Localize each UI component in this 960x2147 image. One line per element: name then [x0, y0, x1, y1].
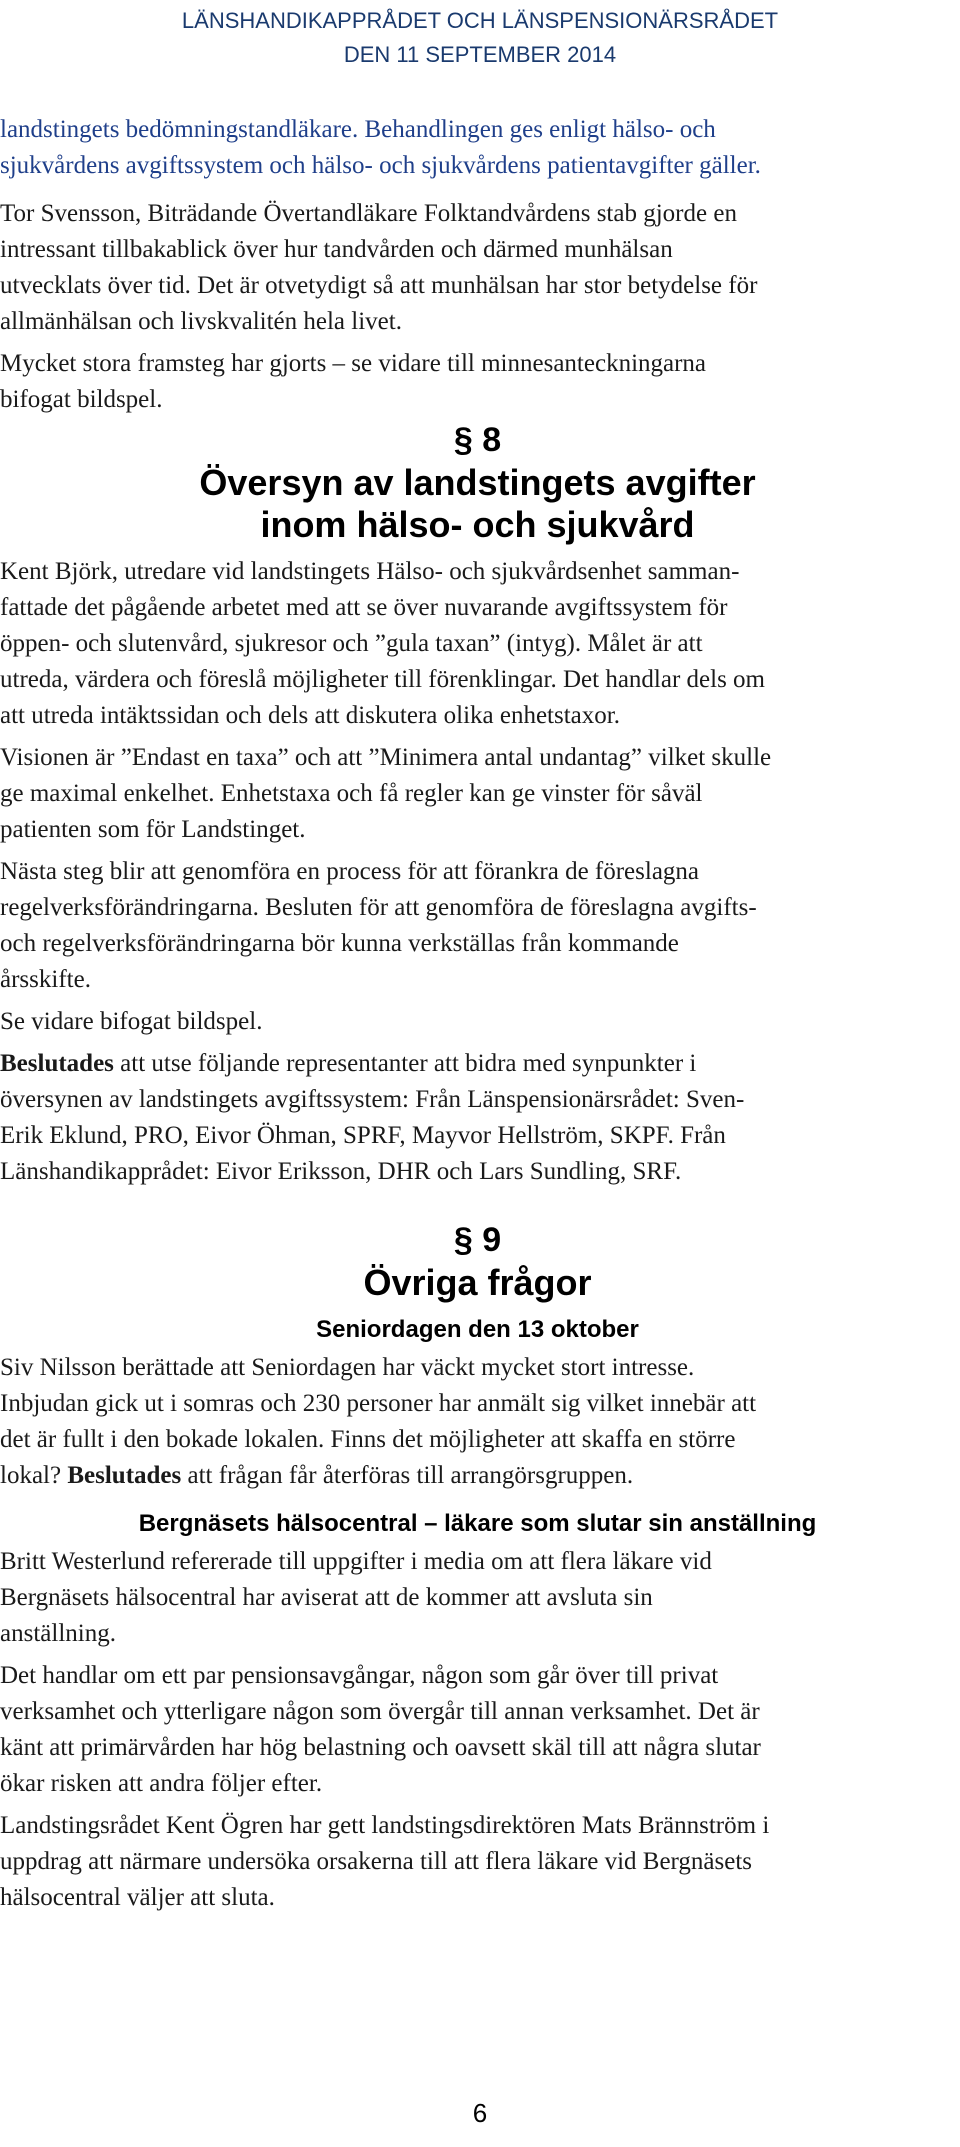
- text-line: årsskifte.: [0, 966, 91, 993]
- text-line: översynen av landstingets avgiftssystem: Från Länspensionärsrådet: Sven-: [0, 1086, 745, 1113]
- text-span: lokal?: [0, 1462, 68, 1489]
- text-line: bifogat bildspel.: [0, 386, 163, 413]
- section-9-paragraph-2: [0, 1544, 955, 1652]
- intro-paragraph-1: [0, 112, 955, 184]
- section-title: Övriga frågor: [363, 1262, 592, 1303]
- text-line: sjukvårdens avgiftssystem och hälso- och sjukvårdens patientavgifter gäller.: [0, 152, 761, 179]
- text-line: allmänhälsan och livskvalitén hela livet.: [0, 308, 402, 335]
- text-line: uppdrag att närmare undersöka orsakerna till att flera läkare vid Bergnäsets: [0, 1848, 753, 1875]
- text-line: Det handlar om ett par pensionsavgångar, någon som går över till privat: [0, 1662, 719, 1689]
- text-line: hälsocentral väljer att sluta.: [0, 1884, 275, 1911]
- text-line: öppen- och slutenvård, sjukresor och ”gula taxan” (intyg). Målet är att: [0, 630, 703, 657]
- section-8-paragraph-2: [0, 740, 955, 848]
- section-8-decision: [0, 1046, 955, 1190]
- text-span: att frågan får återföras till arrangörsgruppen.: [181, 1462, 634, 1489]
- text-line: och regelverksförändringarna bör kunna verkställas från kommande: [0, 930, 679, 957]
- section-9-paragraph-4: [0, 1808, 955, 1916]
- subheading-bergnaset: Bergnäsets hälsocentral – läkare som slutar sin anställning: [138, 1510, 817, 1537]
- section-title-line-1: Översyn av landstingets avgifter: [199, 462, 756, 503]
- text-line: ge maximal enkelhet. Enhetstaxa och få regler kan ge vinster för såväl: [0, 780, 703, 807]
- text-line: utvecklats över tid. Det är otvetydigt så att munhälsan har stor betydelse för: [0, 272, 758, 299]
- text-line: Nästa steg blir att genomföra en process för att förankra de föreslagna: [0, 858, 700, 885]
- page-number: 6: [472, 2098, 488, 2128]
- text-line: landstingets bedömningstandläkare. Behandlingen ges enligt hälso- och: [0, 116, 716, 143]
- intro-paragraph-3: [0, 346, 955, 418]
- section-9-paragraph-3: [0, 1658, 955, 1802]
- decision-keyword: Beslutades: [0, 1050, 114, 1077]
- text-line: regelverksförändringarna. Besluten för att genomföra de föreslagna avgifts-: [0, 894, 757, 921]
- text-line: ökar risken att andra följer efter.: [0, 1770, 323, 1797]
- section-8-heading: [0, 418, 955, 546]
- text-line: Tor Svensson, Biträdande Övertandläkare Folktandvårdens stab gjorde en: [0, 200, 737, 227]
- section-9-subheading-2: [0, 1508, 955, 1540]
- text-line: Bergnäsets hälsocentral har aviserat att de kommer att avsluta sin: [0, 1584, 653, 1611]
- text-span: att utse följande representanter att bidra med synpunkter i: [113, 1050, 697, 1077]
- decision-keyword: Beslutades: [67, 1462, 182, 1489]
- section-8-paragraph-1: [0, 554, 955, 734]
- subheading-seniordagen: Seniordagen den 13 oktober: [316, 1316, 639, 1343]
- section-number: § 8: [453, 421, 502, 459]
- text-line: Inbjudan gick ut i somras och 230 personer har anmält sig vilket innebär att: [0, 1390, 757, 1417]
- text-line: verksamhet och ytterligare någon som övergår till annan verksamhet. Det är: [0, 1698, 760, 1725]
- section-number: § 9: [453, 1221, 502, 1259]
- section-8-paragraph-4: [0, 1004, 955, 1040]
- text-line: Mycket stora framsteg har gjorts – se vidare till minnesanteckningarna: [0, 350, 707, 377]
- text-line: Siv Nilsson berättade att Seniordagen har väckt mycket stort intresse.: [0, 1354, 695, 1381]
- section-9-paragraph-1: [0, 1350, 955, 1494]
- text-line: [0, 1046, 955, 1082]
- document-body: [0, 112, 955, 1916]
- text-line: patienten som för Landstinget.: [0, 816, 306, 843]
- text-line: utreda, värdera och föreslå möjligheter till förenklingar. Det handlar dels om: [0, 666, 766, 693]
- section-title-line-2: inom hälso- och sjukvård: [260, 504, 695, 545]
- text-line: Landstingsrådet Kent Ögren har gett landstingsdirektören Mats Brännström i: [0, 1812, 770, 1839]
- text-line: att utreda intäktssidan och dels att diskutera olika enhetstaxor.: [0, 702, 620, 729]
- text-line: anställning.: [0, 1620, 116, 1647]
- section-9-heading: [0, 1218, 955, 1346]
- text-line: Erik Eklund, PRO, Eivor Öhman, SPRF, Mayvor Hellström, SKPF. Från: [0, 1122, 726, 1149]
- text-line: känt att primärvården har hög belastning och oavsett skäl till att några slutar: [0, 1734, 761, 1761]
- section-8-paragraph-3: [0, 854, 955, 998]
- text-line: Se vidare bifogat bildspel.: [0, 1008, 263, 1035]
- header-line-1: LÄNSHANDIKAPPRÅDET OCH LÄNSPENSIONÄRSRÅDET: [181, 8, 779, 33]
- text-line: Britt Westerlund refererade till uppgifter i media om att flera läkare vid: [0, 1548, 712, 1575]
- text-line: Visionen är ”Endast en taxa” och att ”Minimera antal undantag” vilket skulle: [0, 744, 772, 771]
- header-line-2: DEN 11 SEPTEMBER 2014: [343, 42, 617, 67]
- text-line: intressant tillbakablick över hur tandvården och därmed munhälsan: [0, 236, 673, 263]
- text-line: Kent Björk, utredare vid landstingets Hälso- och sjukvårdsenhet samman-: [0, 558, 740, 585]
- intro-paragraph-2: [0, 196, 955, 340]
- text-line: fattade det pågående arbetet med att se över nuvarande avgiftssystem för: [0, 594, 728, 621]
- text-line: [0, 1458, 955, 1494]
- text-line: Länshandikapprådet: Eivor Eriksson, DHR och Lars Sundling, SRF.: [0, 1158, 682, 1185]
- text-line: det är fullt i den bokade lokalen. Finns det möjligheter att skaffa en större: [0, 1426, 736, 1453]
